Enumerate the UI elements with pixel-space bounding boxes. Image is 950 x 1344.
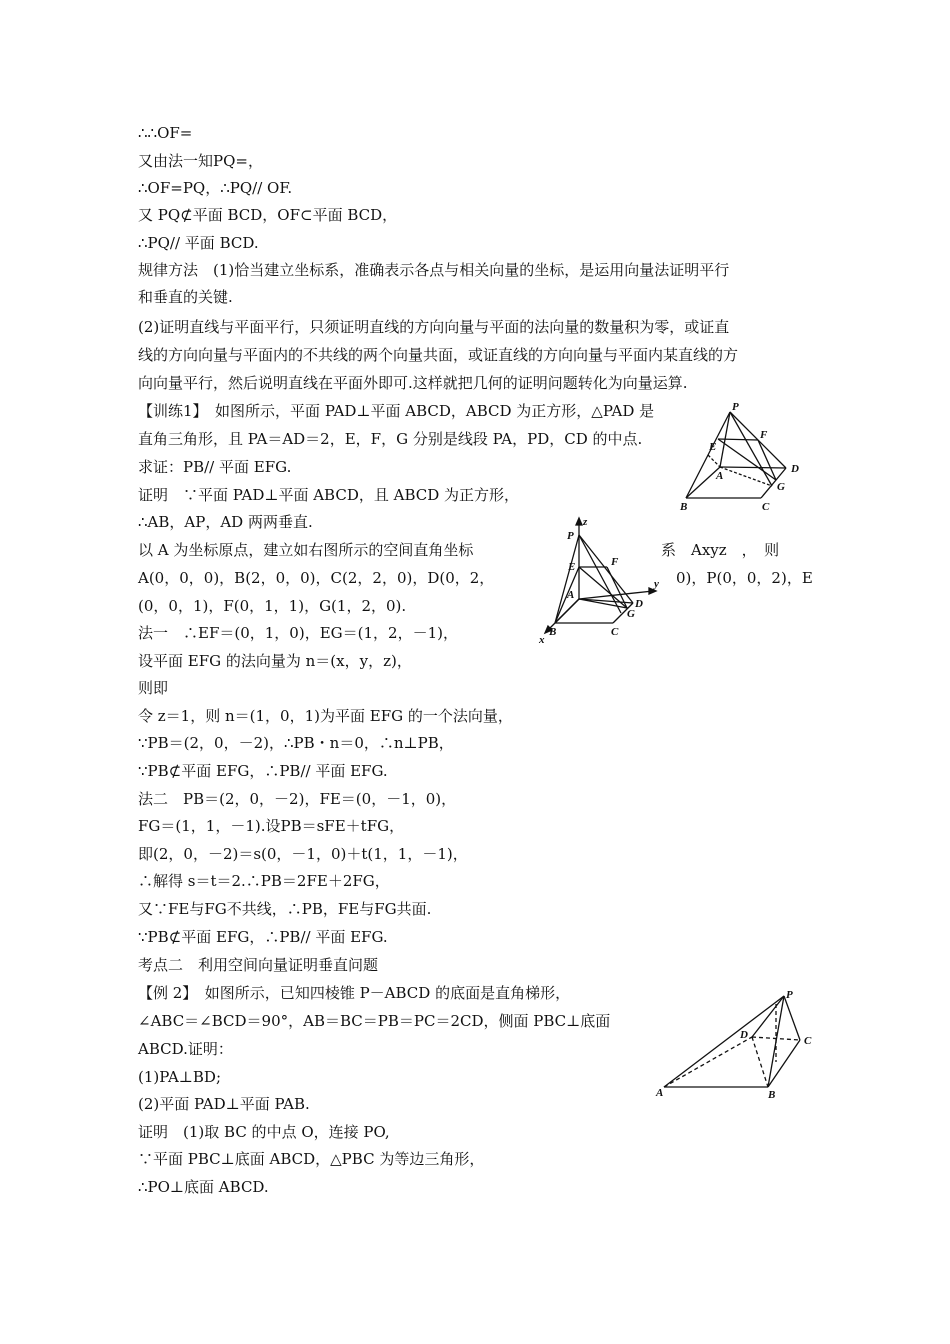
text-line: 以 A 为坐标原点，建立如右图所示的空间直角坐标 — [138, 541, 474, 559]
text-line: 又 PQ⊄平面 BCD，OF⊂平面 BCD， — [138, 206, 398, 224]
point-label: B — [680, 501, 688, 513]
text-line: ∵PB⊄平面 EFG，∴PB// 平面 EFG. — [138, 762, 388, 780]
point-label: A — [567, 589, 575, 601]
text-line-tail: 0)，P(0，0，2)，E — [676, 569, 813, 587]
point-label: A — [656, 1087, 664, 1099]
point-label: P — [786, 989, 793, 1001]
point-label: P — [567, 530, 574, 542]
exercise-heading: 【训练1】 如图所示，平面 PAD⊥平面 ABCD，ABCD 为正方形，△PAD 是 — [138, 402, 655, 420]
text-line: (1)PA⊥BD; — [138, 1068, 222, 1086]
point-label: A — [716, 470, 724, 482]
text-line: 向向量平行，然后说明直线在平面外即可.这样就把几何的证明问题转化为向量运算. — [138, 374, 688, 392]
text-line: 求证：PB// 平面 EFG. — [138, 458, 292, 476]
axis-label: z — [583, 516, 588, 528]
text-line: 证明 (1)取 BC 的中点 O，连接 PO, — [138, 1123, 390, 1141]
text-line: 设平面 EFG 的法向量为 n＝(x，y，z)， — [138, 652, 412, 670]
figure-pyramid-efg — [676, 400, 816, 515]
axis-label: x — [539, 634, 545, 646]
point-label: P — [732, 401, 739, 413]
point-label: E — [568, 561, 576, 573]
text-line: 又∵FE与FG不共线，∴PB，FE与FG共面. — [138, 900, 432, 918]
axis-label: y — [654, 578, 659, 590]
point-label: F — [760, 429, 768, 441]
text-line: 法一 ∴EF＝(0，1，0)，EG＝(1，2，－1)， — [138, 624, 458, 642]
text-line: ∴PQ// 平面 BCD. — [138, 234, 259, 252]
text-line: 直角三角形，且 PA＝AD＝2，E，F，G 分别是线段 PA，PD，CD 的中点. — [138, 430, 643, 448]
text-line: ∵平面 PBC⊥底面 ABCD，△PBC 为等边三角形， — [138, 1150, 485, 1168]
text-line: ABCD.证明： — [138, 1040, 233, 1058]
text-line: 即(2，0，－2)＝s(0，－1，0)＋t(1，1，－1)， — [138, 845, 468, 863]
text-line: ∴AB，AP，AD 两两垂直. — [138, 513, 313, 531]
figure-quadrilateral-pyramid — [652, 982, 822, 1102]
point-label: C — [762, 501, 770, 513]
text-line: ∵PB⊄平面 EFG，∴PB// 平面 EFG. — [138, 928, 388, 946]
point-label: C — [611, 626, 619, 638]
text-line: 则即 — [138, 679, 169, 697]
text-line: (2)平面 PAD⊥平面 PAB. — [138, 1095, 310, 1113]
point-label: E — [709, 441, 717, 453]
point-label: C — [804, 1035, 812, 1047]
figure-coordinate-pyramid — [535, 515, 675, 645]
text-line: 规律方法 (1)恰当建立坐标系，准确表示各点与相关向量的坐标，是运用向量法证明平行 — [138, 261, 730, 279]
text-line: ∴OF=PQ，∴PQ// OF. — [138, 179, 293, 197]
example-heading: 【例 2】 如图所示，已知四棱锥 P－ABCD 的底面是直角梯形， — [138, 984, 571, 1002]
text-line-tail: 系 Axyz ， 则 — [661, 541, 780, 559]
text-line: ∴PO⊥底面 ABCD. — [138, 1178, 269, 1196]
text-line: (0，0，1)，F(0，1，1)，G(1，2，0). — [138, 597, 407, 615]
text-line: A(0，0，0)，B(2，0，0)，C(2，2，0)，D(0，2， — [138, 569, 495, 587]
point-label: G — [777, 481, 785, 493]
text-line: 线的方向向量与平面内的不共线的两个向量共面，或证直线的方向向量与平面内某直线的方 — [138, 346, 739, 364]
text-line: 证明 ∵平面 PAD⊥平面 ABCD，且 ABCD 为正方形， — [138, 486, 520, 504]
text-line: FG＝(1，1，－1).设PB＝sFE＋tFG， — [138, 817, 405, 835]
text-line: (2)证明直线与平面平行，只须证明直线的方向向量与平面的法向量的数量积为零，或证直 — [138, 318, 730, 336]
text-line: 令 z＝1，则 n＝(1，0，1)为平面 EFG 的一个法向量， — [138, 707, 513, 725]
section-heading: 考点二 利用空间向量证明垂直问题 — [138, 956, 379, 974]
point-label: F — [611, 556, 619, 568]
point-label: B — [549, 626, 557, 638]
text-line: ∵PB＝(2，0，－2)，∴PB・n＝0，∴n⊥PB， — [138, 734, 454, 752]
point-label: D — [791, 463, 799, 475]
point-label: D — [740, 1029, 748, 1041]
text-line: ∴解得 s＝t＝2.∴PB＝2FE＋2FG， — [138, 872, 390, 890]
text-line: 又由法一知PQ=， — [138, 152, 263, 170]
text-line: ∴∴OF= — [138, 124, 193, 142]
point-label: B — [768, 1089, 776, 1101]
text-line: 和垂直的关键. — [138, 288, 233, 306]
point-label: G — [627, 608, 635, 620]
text-line: 法二 PB＝(2，0，－2)，FE＝(0，－1，0)， — [138, 790, 457, 808]
point-label: D — [635, 598, 643, 610]
text-line: ∠ABC＝∠BCD＝90°，AB＝BC＝PB＝PC＝2CD，侧面 PBC⊥底面 — [138, 1012, 611, 1030]
